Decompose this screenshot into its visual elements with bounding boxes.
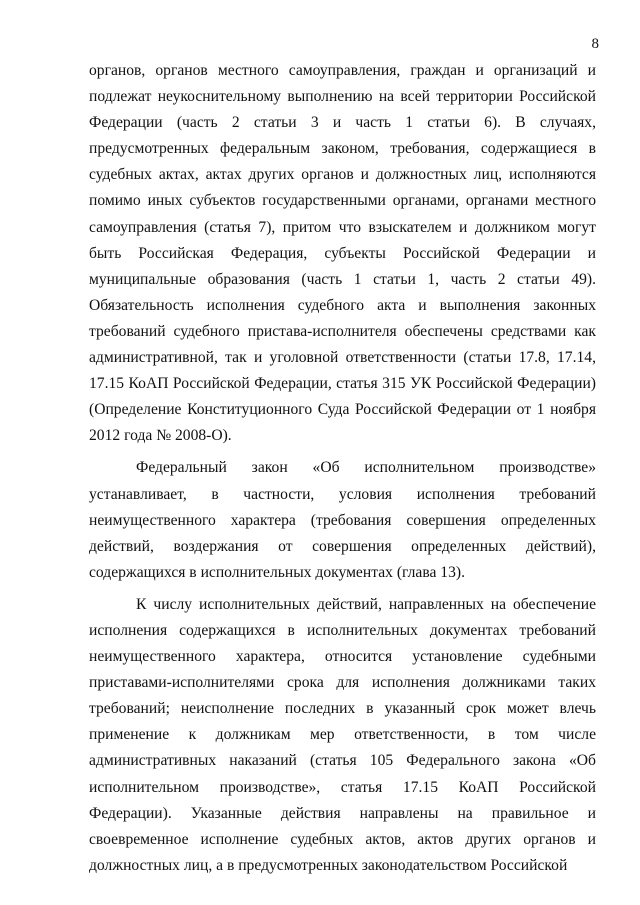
paragraph-continuation: органов, органов местного самоуправления, граждан и организаций и подлежат неукоснительному выполнению на всей территории Российской Федерации (часть 2 статьи 3 и часть 1 статьи 6). В случаях, предусмотренных федеральным законом, требования, содержащиеся в судебных актах, актах других органов и должностных лиц, исполняются помимо иных субъектов государственными органами, органами местного самоуправления (статья 7), притом что взыскателем и должником могут быть Российская Федерация, субъекты Российской Федерации и муниципальные образования (часть 1 статьи 1, часть 2 статьи 49). Обязательность исполнения судебного акта и выполнения законных требований судебного пристава-исполнителя обеспечены средствами как административной, так и уголовной ответственности (статьи 17.8, 17.14, 17.15 КоАП Российской Федерации, статья 315 УК Российской Федерации) (Определение Конституционного Суда Российской Федерации от 1 ноября 2012 года № 2008-О). bbox=[89, 62, 596, 445]
document-body bbox=[89, 58, 596, 879]
paragraph-federal-law: Федеральный закон «Об исполнительном производстве» устанавливает, в частности, условия исполнения требований неимущественного характера (требования совершения определенных действий, воздержания от совершения определенных действий), содержащихся в исполнительных документах (глава 13). bbox=[89, 459, 596, 581]
page-number: 8 bbox=[591, 36, 599, 52]
paragraph-enforcement-actions: К числу исполнительных действий, направленных на обеспечение исполнения содержащихся в исполнительных документах требований неимущественного характера, относится установление судебными приставами-исполнителями срока для исполнения должниками таких требований; неисполнение последних в указанный срок может влечь применение к должникам мер ответственности, в том числе административных наказаний (статья 105 Федерального закона «Об исполнительном производстве», статья 17.15 КоАП Российской Федерации). Указанные действия направлены на правильное и своевременное исполнение судебных актов, актов других органов и должностных лиц, а в предусмотренных законодательством Российской bbox=[89, 595, 596, 874]
